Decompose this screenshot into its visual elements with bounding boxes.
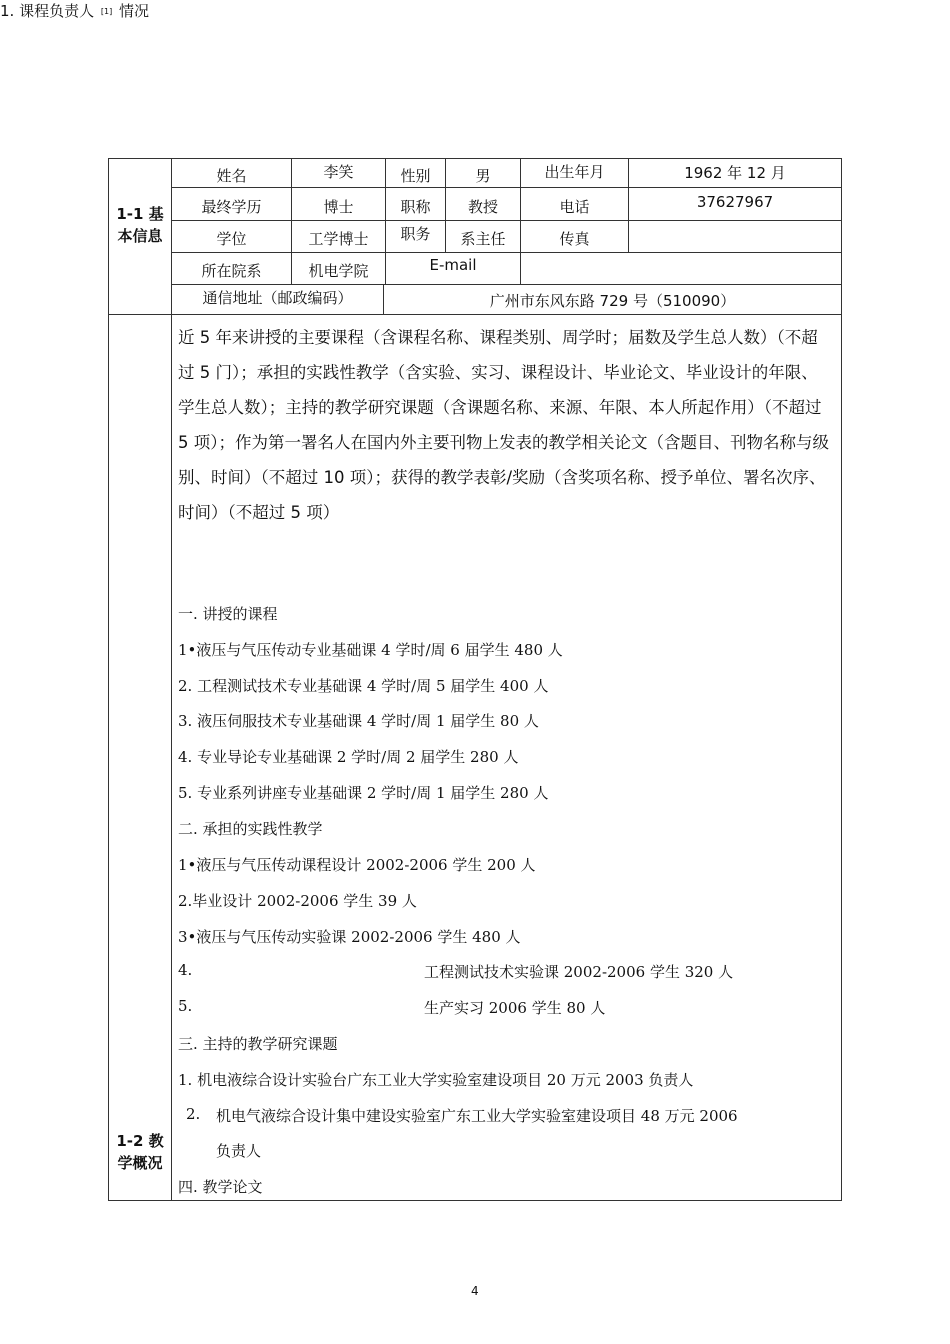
fax-label: 传真 <box>559 230 590 248</box>
list-item-continuation: 负责人 <box>216 1142 262 1160</box>
basic-info-label: 1-1 基本信息 <box>116 205 164 245</box>
degree-label: 学位 <box>216 230 247 248</box>
list-item: 1•液压与气压传动专业基础课 4 学时/周 6 届学生 480 人 <box>178 641 563 659</box>
gender-value: 男 <box>475 167 491 185</box>
gender-label: 性别 <box>400 167 431 185</box>
list-item: 3•液压与气压传动实验课 2002-2006 学生 480 人 <box>178 928 521 946</box>
research-heading: 三. 主持的教学研究课题 <box>178 1035 338 1053</box>
practice-heading: 二. 承担的实践性教学 <box>178 820 323 838</box>
education-label: 最终学历 <box>201 198 262 216</box>
section-title-text: 课程负责人 <box>19 2 95 20</box>
page-number: 4 <box>471 1284 479 1298</box>
list-item: 机电气液综合设计集中建设实验室广东工业大学实验室建设项目 48 万元 2006 <box>216 1107 738 1125</box>
position-label: 职务 <box>400 225 431 243</box>
department-label: 所在院系 <box>201 262 262 280</box>
list-item: 1. 机电液综合设计实验台广东工业大学实验室建设项目 20 万元 2003 负责人 <box>178 1071 694 1089</box>
list-item: 生产实习 2006 学生 80 人 <box>424 999 606 1017</box>
degree-value: 工学博士 <box>308 230 369 248</box>
list-item: 工程测试技术实验课 2002-2006 学生 320 人 <box>424 963 734 981</box>
papers-heading: 四. 教学论文 <box>178 1178 263 1196</box>
name-value: 李笑 <box>323 163 354 181</box>
list-item: 4. 专业导论专业基础课 2 学时/周 2 届学生 280 人 <box>178 748 519 766</box>
address-label: 通信地址（邮政编码） <box>202 289 353 307</box>
section-title <box>0 0 950 21</box>
department-value: 机电学院 <box>308 262 369 280</box>
list-item-number: 2. <box>186 1105 201 1123</box>
list-item-number: 5. <box>178 997 193 1015</box>
phone-value: 37627967 <box>696 193 774 211</box>
list-item: 2.毕业设计 2002-2006 学生 39 人 <box>178 892 417 910</box>
email-label: E-mail <box>429 256 477 274</box>
teaching-instructions: 近 5 年来讲授的主要课程（含课程名称、课程类别、周学时；届数及学生总人数）（不超过 5 门）；承担的实践性教学（含实验、实习、课程设计、毕业论文、毕业设计的年限、学生总人数）；主持的教学研究课题（含课题名称、来源、年限、本人所起作用）（不超过 5 项）；作为第一署名人在国内外主要刊物上发表的教学相关论文（含题目、刊物名称与级别、时间）（不超过 10 项）；获得的教学表彰/奖励（含奖项名称、授予单位、署名次序、时间）（不超过 5 项） <box>178 328 829 522</box>
section-number: 1. <box>0 2 15 20</box>
title-value: 教授 <box>467 198 498 216</box>
name-label: 姓名 <box>216 167 247 185</box>
list-item: 3. 液压伺服技术专业基础课 4 学时/周 1 届学生 80 人 <box>178 712 539 730</box>
birth-label: 出生年月 <box>544 163 605 181</box>
position-value: 系主任 <box>460 230 506 248</box>
birth-value: 1962 年 12 月 <box>684 164 786 182</box>
footnote-marker[interactable]: [1] <box>100 7 113 16</box>
list-item: 1•液压与气压传动课程设计 2002-2006 学生 200 人 <box>178 856 536 874</box>
address-value: 广州市东风东路 729 号（510090） <box>489 292 736 310</box>
list-item-number: 4. <box>178 961 193 979</box>
section-title-suffix: 情况 <box>119 2 150 20</box>
phone-label: 电话 <box>559 198 590 216</box>
teaching-overview-label: 1-2 教学概况 <box>116 1132 164 1172</box>
education-value: 博士 <box>323 198 354 216</box>
list-item: 5. 专业系列讲座专业基础课 2 学时/周 1 届学生 280 人 <box>178 784 549 802</box>
list-item: 2. 工程测试技术专业基础课 4 学时/周 5 届学生 400 人 <box>178 677 549 695</box>
courses-heading: 一. 讲授的课程 <box>178 605 278 623</box>
title-label: 职称 <box>400 198 431 216</box>
